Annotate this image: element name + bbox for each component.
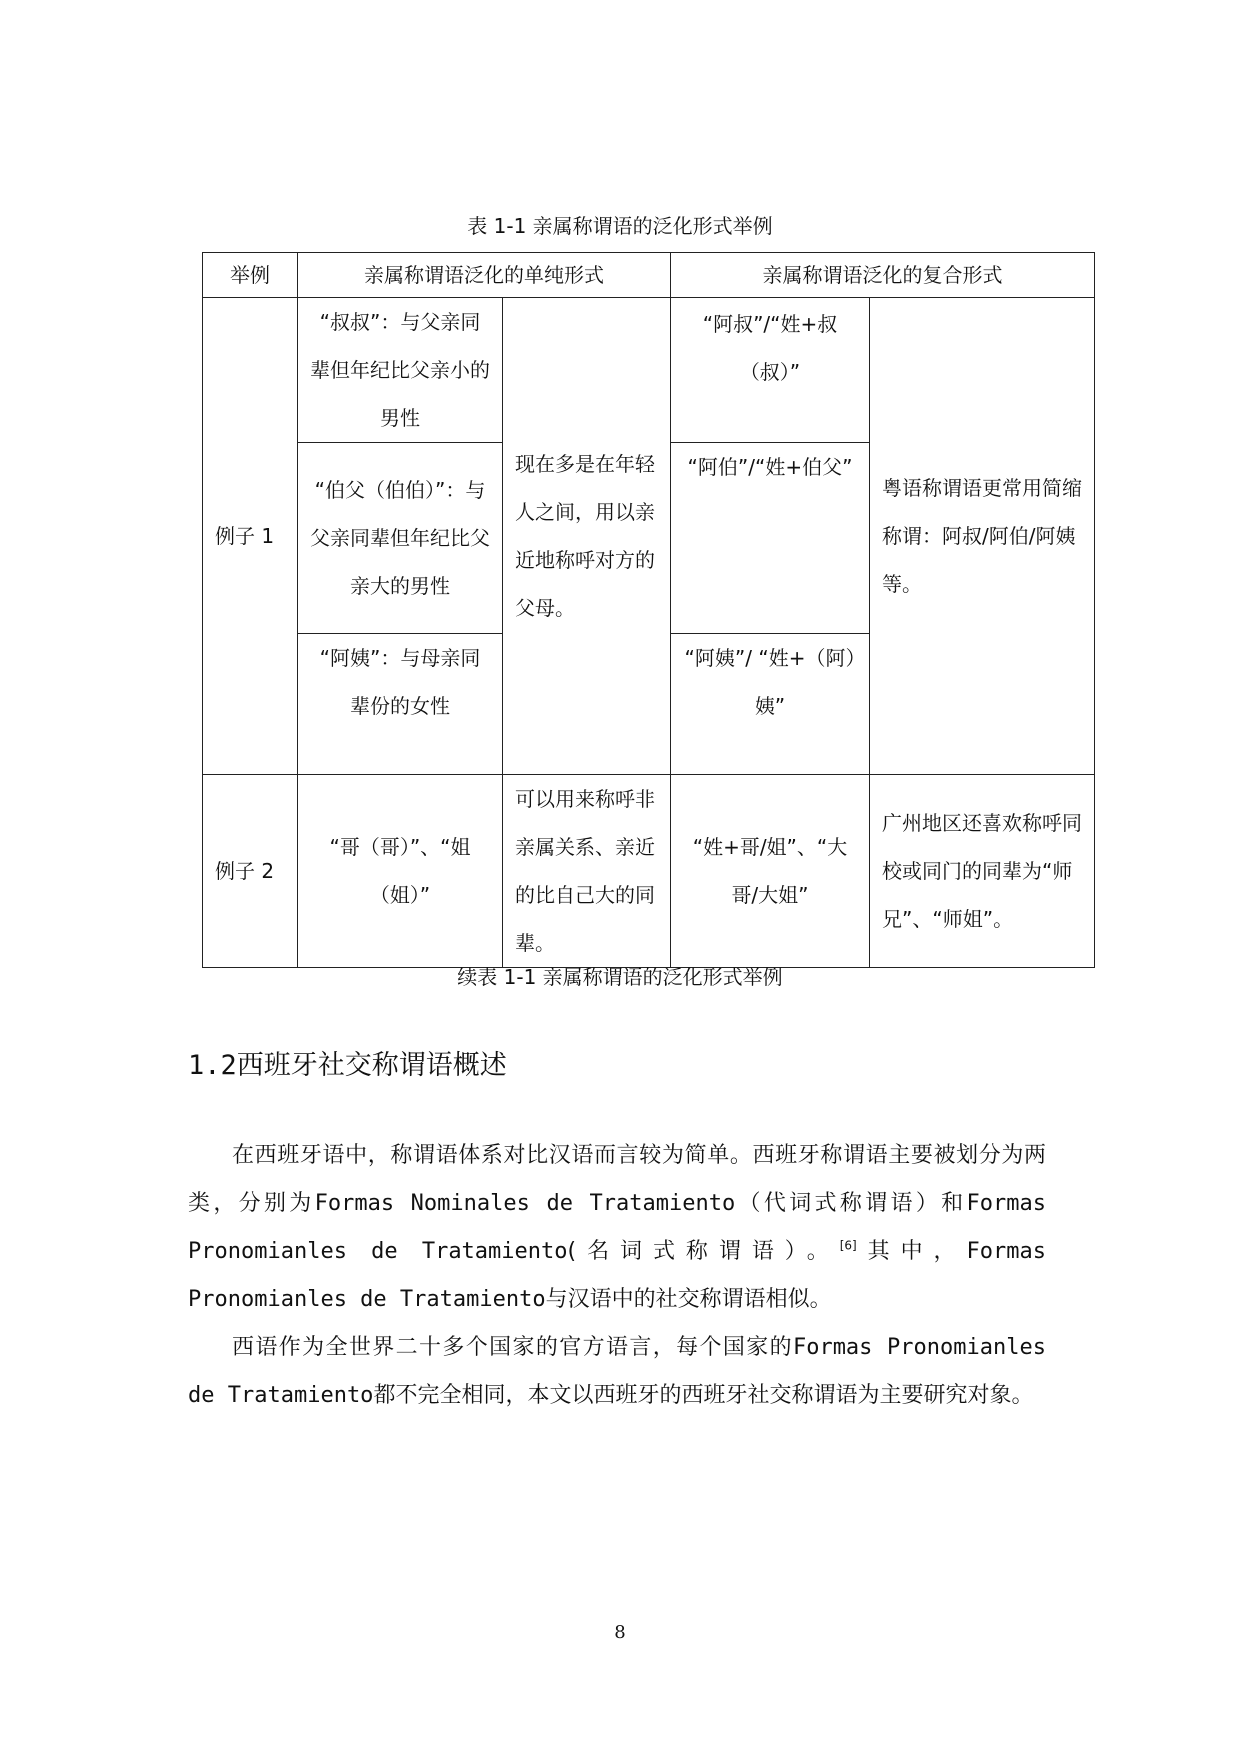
example1-compound-note: 粤语称谓语更常用简缩称谓：阿叔/阿伯/阿姨等。: [870, 298, 1095, 775]
example1-compound-form-abo: “阿伯”/“姓+伯父”: [671, 443, 870, 634]
paragraph-text: 其中，: [856, 1239, 967, 1264]
example1-simple-form-shushu: “叔叔”：与父亲同辈但年纪比父亲小的男性: [298, 298, 503, 443]
example1-simple-note: 现在多是在年轻人之间，用以亲近地称呼对方的父母。: [503, 298, 671, 775]
example1-compound-form-ashu: “阿叔”/“姓+叔（叔）”: [671, 298, 870, 443]
citation-reference[interactable]: [6]: [839, 1238, 857, 1253]
paragraph-text: 在西班牙语中，称谓语体系对比汉语而言较为简单。西班牙称谓语主要被划分为两类，分别为: [188, 1143, 1046, 1216]
kinship-terms-table: [202, 252, 1095, 968]
example2-compound-form: “姓+哥/姐”、“大哥/大姐”: [671, 775, 870, 968]
section-number: 1.2: [188, 1050, 237, 1081]
example1-label: 例子 1: [203, 298, 298, 775]
paragraph-text: 都不完全相同，本文以西班牙的西班牙社交称谓语为主要研究对象。: [373, 1383, 1034, 1408]
paragraph-text: 与汉语中的社交称谓语相似。: [545, 1287, 832, 1312]
example1-simple-form-bofu: “伯父（伯伯）”：与父亲同辈但年纪比父亲大的男性: [298, 443, 503, 634]
paragraph-text: （代词式称谓语）和: [735, 1191, 967, 1216]
section-heading: [188, 1046, 507, 1086]
spanish-term: Formas Nominales de Tratamiento: [314, 1191, 736, 1216]
header-simple-form: 亲属称谓语泛化的单纯形式: [298, 253, 671, 298]
page-number: 8: [614, 1622, 626, 1643]
spanish-term: Formas Pronomianles de Tratamiento: [188, 1335, 1046, 1408]
example2-label: 例子 2: [203, 775, 298, 968]
paragraph-2: [188, 1324, 1046, 1420]
table-row: [203, 298, 1095, 443]
example2-compound-note: 广州地区还喜欢称呼同校或同门的同辈为“师兄”、“师姐”。: [870, 775, 1095, 968]
paragraph-text: (名词式称谓语）。: [567, 1239, 840, 1264]
spanish-term: Formas Pronomianles de Tratamiento: [188, 1191, 1046, 1264]
header-example: 举例: [203, 253, 298, 298]
table-header-row: [203, 253, 1095, 298]
example2-simple-note: 可以用来称呼非亲属关系、亲近的比自己大的同辈。: [503, 775, 671, 968]
table-caption: 表 1-1 亲属称谓语的泛化形式举例: [467, 214, 773, 238]
table-continued-caption: 续表 1-1 亲属称谓语的泛化形式举例: [457, 965, 783, 989]
example2-simple-form: “哥（哥）”、“姐（姐）”: [298, 775, 503, 968]
example1-compound-form-ayi: “阿姨”/ “姓+（阿）姨”: [671, 634, 870, 775]
header-compound-form: 亲属称谓语泛化的复合形式: [671, 253, 1095, 298]
example1-simple-form-ayi: “阿姨”：与母亲同辈份的女性: [298, 634, 503, 775]
spanish-term: Formas Pronomianles de Tratamiento: [188, 1239, 1046, 1312]
section-title: 西班牙社交称谓语概述: [236, 1050, 507, 1081]
paragraph-text: 西语作为全世界二十多个国家的官方语言，每个国家的: [232, 1335, 793, 1360]
paragraph-1: [188, 1132, 1046, 1324]
table-row: [203, 775, 1095, 968]
